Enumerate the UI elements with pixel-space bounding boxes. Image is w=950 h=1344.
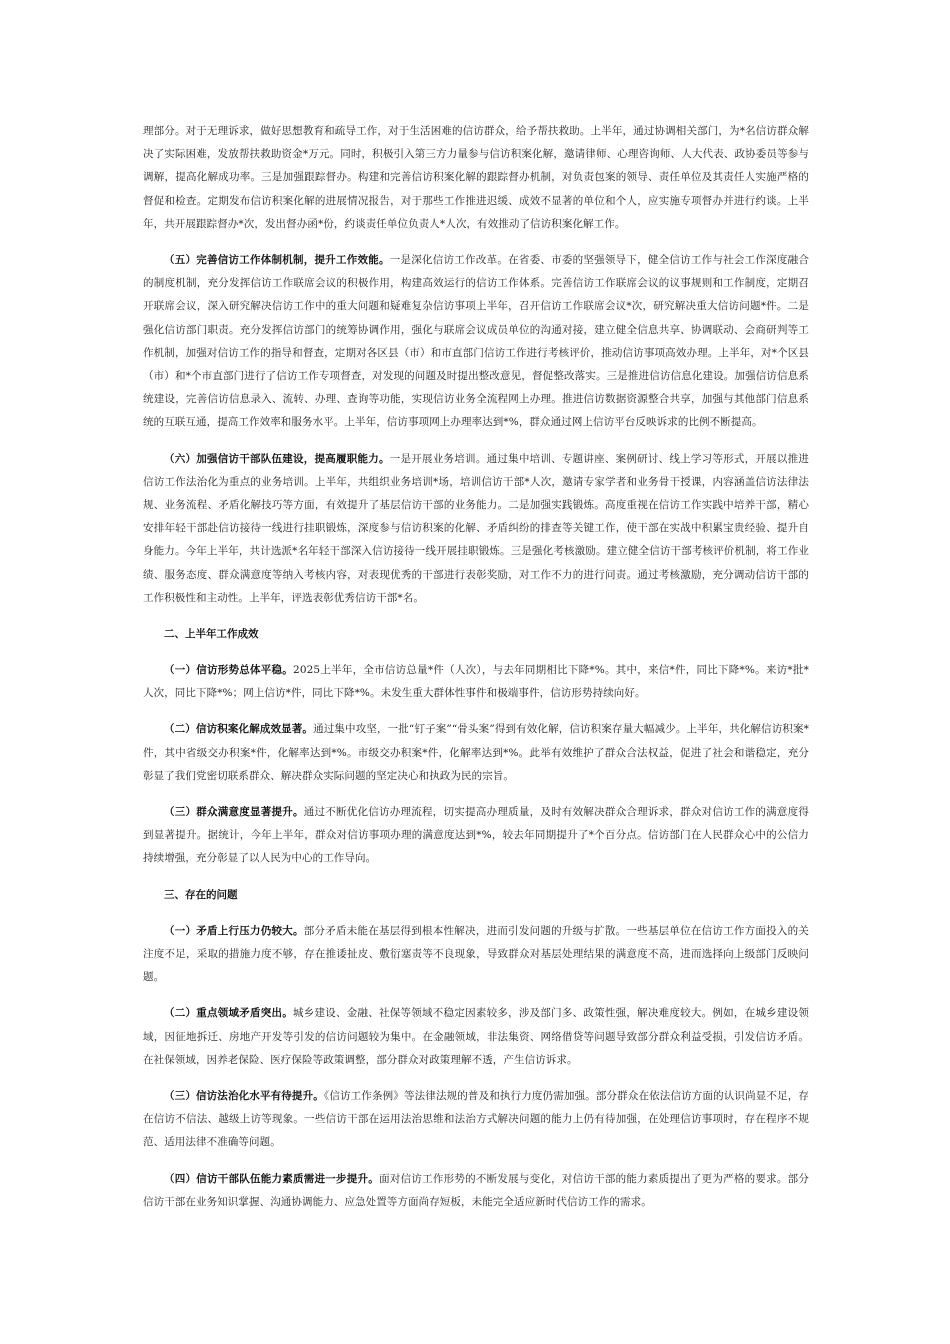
paragraph-10-body: 城乡建设、金融、社保等领域不稳定因素较多，涉及部门多、政策性强，解决难度较大。例如，在城乡建设领域，因征地拆迁、房地产开发等引发的信访问题较为集中。在金融领域，非法集资、网络借贷等问题导致部分群众利益受损，引发信访矛盾。在社保领域，因养老保险、医疗保险等政策调整，部分群众对政策理解不透，产生信访诉求。 xyxy=(143,1007,809,1066)
paragraph-1 xyxy=(143,120,809,236)
paragraph-12-body: 面对信访工作形势的不断发展与变化，对信访干部的能力素质提出了更为严格的要求。部分信访干部在业务知识掌握、沟通协调能力、应急处置等方面尚存短板，未能完全适应新时代信访工作的需求。 xyxy=(143,1172,810,1208)
paragraph-3-body: 一是开展业务培训。通过集中培训、专题讲座、案例研讨、线上学习等形式，开展以推进信访工作法治化为重点的业务培训。上半年，共组织业务培训*场，培训信访干部*人次，邀请专家学者和业务骨干授课，内容涵盖信访法律法规、业务流程、矛盾化解技巧等方面，有效提升了基层信访干部的业务能力。二是加强实践锻炼。高度重视在信访工作实践中培养干部，精心安排年轻干部赴信访接待一线进行挂职锻炼，深度参与信访积案的化解、矛盾纠纷的排查等关键工作，使干部在实战中积累宝贵经验、提升自身能力。今年上半年，共计选派*名年轻干部深入信访接待一线开展挂职锻炼。三是强化考核激励。建立健全信访干部考核评价机制，将工作业绩、服务态度、群众满意度等纳入考核内容，对表现优秀的干部进行表彰奖励，对工作不力的进行问责。通过考核激励，充分调动信访干部的工作积极性和主动性。上半年，评选表彰优秀信访干部*名。 xyxy=(143,452,809,604)
paragraph-7-title: （三）群众满意度显著提升。 xyxy=(164,806,304,819)
paragraph-9 xyxy=(143,920,809,990)
paragraph-2-title: （五）完善信访工作体制机制，提升工作效能。 xyxy=(164,254,390,267)
paragraph-5-body: 2025上半年，全市信访总量*件（人次），与去年同期相比下降*%。其中，来信*件，同比下降*%。来访*批*人次，同比下降*%；网上信访*件，同比下降*%。未发生重大群体性事件和极端事件，信访形势持续向好。 xyxy=(143,664,809,700)
section-heading-3: 三、存在的问题 xyxy=(164,888,238,901)
paragraph-11-title: （三）信访法治化水平有待提升。 xyxy=(164,1089,324,1102)
paragraph-2 xyxy=(143,249,809,435)
paragraph-6 xyxy=(143,718,809,788)
paragraph-5-title: （一）信访形势总体平稳。 xyxy=(164,664,294,677)
paragraph-6-body: 通过集中攻坚，一批“钉子案”“骨头案”得到有效化解，信访积案存量大幅减少。上半年，共化解信访积案*件，其中省级交办积案*件，化解率达到*%。市级交办积案*件，化解率达到*%。此举有效维护了群众合法权益，促进了社会和谐稳定，充分彰显了我们党密切联系群众、解决群众实际问题的坚定决心和执政为民的宗旨。 xyxy=(143,723,810,782)
paragraph-1-body: 理部分。对于无理诉求，做好思想教育和疏导工作，对于生活困难的信访群众，给予帮扶救助。上半年，通过协调相关部门，为*名信访群众解决了实际困难，发放帮扶救助资金*万元。同时，积极引入第三方力量参与信访积案化解，邀请律师、心理咨询师、人大代表、政协委员等参与调解，提高化解成功率。三是加强跟踪督办。构建和完善信访积案化解的跟踪督办机制，对负责包案的领导、责任单位及其责任人实施严格的督促和检查。定期发布信访积案化解的进展情况报告，对于那些工作推进迟缓、成效不显著的单位和个人，应实施专项督办并进行约谈。上半年，共开展跟踪督办*次，发出督办函*份，约谈责任单位负责人*人次，有效推动了信访积案化解工作。 xyxy=(143,125,809,230)
paragraph-3 xyxy=(143,448,809,610)
paragraph-2-body: 一是深化信访工作改革。在省委、市委的坚强领导下，健全信访工作与社会工作深度融合的制度机制，充分发挥信访工作联席会议的积极作用，构建高效运行的信访工作体系。完善信访工作联席会议的议事规则和工作制度，定期召开联席会议，深入研究解决信访工作中的重大问题和疑难复杂信访事项上半年，召开信访工作联席会议*次，研究解决重大信访问题*件。二是强化信访部门职责。充分发挥信访部门的统筹协调作用，强化与联席会议成员单位的沟通对接，建立健全信息共享、协调联动、会商研判等工作机制，加强对信访工作的指导和督查，定期对各区县（市）和市直部门信访工作进行考核评价，推动信访事项高效办理。上半年，对*个区县（市）和*个市直部门进行了信访工作专项督查，对发现的问题及时提出整改意见，督促整改落实。三是推进信访信息化建设。加强信访信息系统建设，完善信访信息录入、流转、办理、查询等功能，实现信访业务全流程网上办理。推进信访数据资源整合共享，加强与其他部门信息系统的互联互通，提高工作效率和服务水平。上半年，信访事项网上办理率达到*%，群众通过网上信访平台反映诉求的比例不断提高。 xyxy=(143,254,809,429)
paragraph-12-title: （四）信访干部队伍能力素质需进一步提升。 xyxy=(164,1172,380,1185)
paragraph-6-title: （二）信访积案化解成效显著。 xyxy=(164,723,314,736)
paragraph-5 xyxy=(143,659,809,705)
document-page xyxy=(143,120,809,1227)
paragraph-7-body: 通过不断优化信访办理流程，切实提高办理质量，及时有效解决群众合理诉求，群众对信访工作的满意度得到显著提升。据统计，今年上半年，群众对信访事项办理的满意度达到*%，较去年同期提升了*个百分点。信访部门在人民群众心中的公信力持续增强，充分彰显了以人民为中心的工作导向。 xyxy=(143,806,809,865)
paragraph-10 xyxy=(143,1002,809,1072)
paragraph-11-body: 《信访工作条例》等法律法规的普及和执行力度仍需加强。部分群众在依法信访方面的认识尚显不足，存在信访不信法、越级上访等现象。一些信访干部在运用法治思维和法治方式解决问题的能力上仍有待加强，在处理信访事项时，存在程序不规范、适用法律不准确等问题。 xyxy=(143,1089,809,1149)
paragraph-3-title: （六）加强信访干部队伍建设，提高履职能力。 xyxy=(164,452,390,465)
paragraph-12 xyxy=(143,1168,809,1214)
paragraph-7 xyxy=(143,801,809,871)
paragraph-9-body: 部分矛盾未能在基层得到根本性解决，进而引发问题的升级与扩散。一些基层单位在信访工作方面投入的关注度不足，采取的措施力度不够，存在推诿扯皮、敷衍塞责等不良现象，导致群众对基层处理结果的满意度不高，进而选择向上级部门反映问题。 xyxy=(143,924,809,984)
section-heading-2: 二、上半年工作成效 xyxy=(164,628,259,641)
paragraph-9-title: （一）矛盾上行压力仍较大。 xyxy=(164,924,304,937)
paragraph-11 xyxy=(143,1085,809,1155)
paragraph-10-title: （二）重点领域矛盾突出。 xyxy=(164,1007,294,1020)
